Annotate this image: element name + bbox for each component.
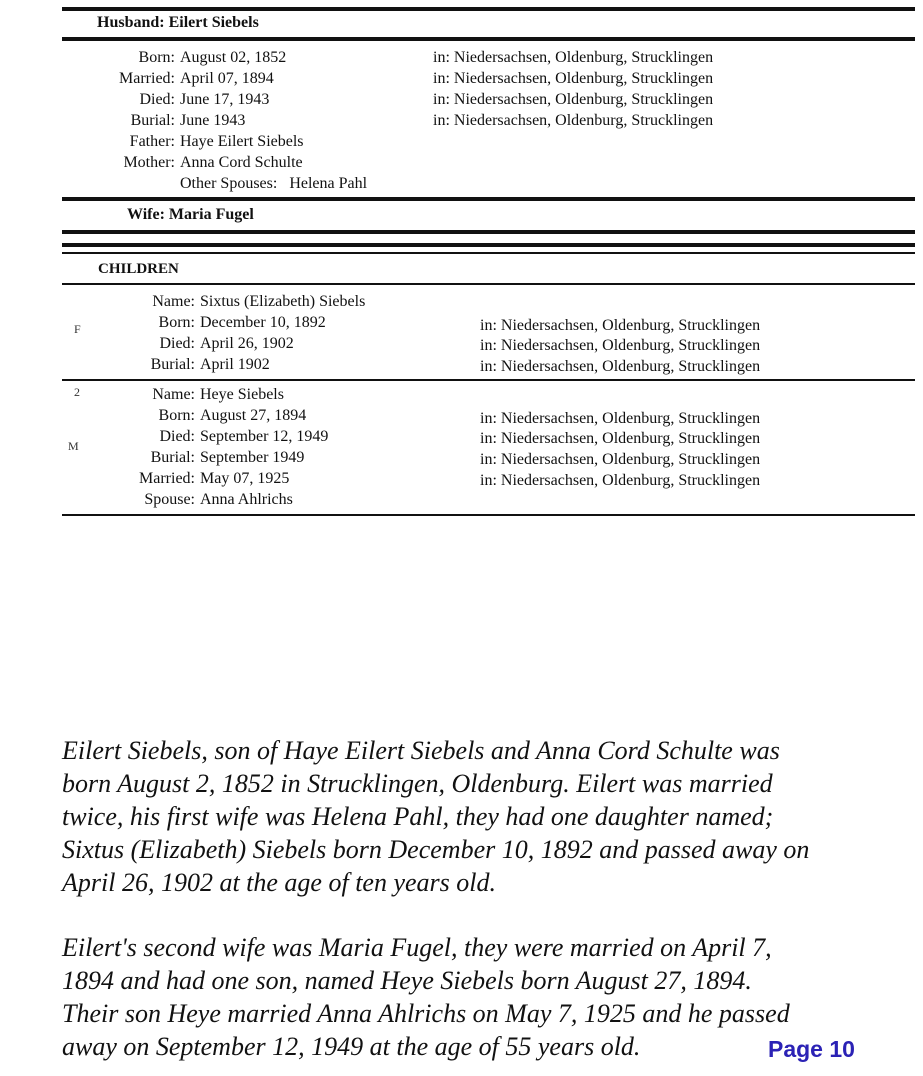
child-2-born: Born: August 27, 1894 [158,407,307,424]
child-2-name: Name: Heye Siebels [152,386,284,403]
children-rule [62,283,915,285]
narrative-line: April 26, 1902 at the age of ten years old. [62,868,497,897]
husband-fact-mother: Mother: Anna Cord Schulte [123,154,303,171]
husband-place-married: in: Niedersachsen, Oldenburg, Strucklingen [433,70,714,87]
child-1-place-born: in: Niedersachsen, Oldenburg, Strucklingen [480,317,761,334]
children-bottom-rule [62,514,915,516]
child-1-place-died: in: Niedersachsen, Oldenburg, Strucklingen [480,337,761,354]
narrative-line: 1894 and had one son, named Heye Siebels born August 27, 1894. [62,966,752,995]
child-2-died: Died: September 12, 1949 [159,428,329,445]
child-1-born: Born: December 10, 1892 [158,314,326,331]
husband-heading: Husband: Eilert Siebels [97,14,259,31]
children-top-rule [62,252,915,254]
husband-place-burial: in: Niedersachsen, Oldenburg, Strucklingen [433,112,714,129]
child-2-place-burial: in: Niedersachsen, Oldenburg, Strucklingen [480,451,761,468]
husband-fact-burial: Burial: June 1943 [130,112,246,129]
child-2-margin-mark: 2 [74,385,80,399]
husband-other-spouses: Other Spouses: Helena Pahl [180,175,368,192]
top-rule [62,7,915,11]
wife-top-rule [62,197,915,201]
husband-place-born: in: Niedersachsen, Oldenburg, Strucklingen [433,49,714,66]
narrative-line: Eilert's second wife was Maria Fugel, they were married on April 7, [62,933,772,962]
narrative-line: Sixtus (Elizabeth) Siebels born December 10, 1892 and passed away on [62,835,810,864]
child-2-spouse: Spouse: Anna Ahlrichs [144,491,293,508]
wife-rule [62,230,915,234]
child-divider [62,379,915,381]
husband-rule [62,37,915,41]
wife-rule-2 [62,243,915,247]
child-1-name: Name: Sixtus (Elizabeth) Siebels [152,293,366,310]
child-2-place-married: in: Niedersachsen, Oldenburg, Strucklingen [480,472,761,489]
child-2-place-born: in: Niedersachsen, Oldenburg, Strucklingen [480,410,761,427]
wife-heading: Wife: Maria Fugel [127,206,254,223]
husband-fact-married: Married: April 07, 1894 [119,70,274,87]
child-1-burial: Burial: April 1902 [150,356,270,373]
narrative-line: away on September 12, 1949 at the age of 55 years old. [62,1032,641,1061]
husband-place-died: in: Niedersachsen, Oldenburg, Strucklingen [433,91,714,108]
child-2-married: Married: May 07, 1925 [139,470,290,487]
husband-fact-died: Died: June 17, 1943 [139,91,270,108]
child-1-margin-mark: F [74,322,81,336]
husband-fact-born: Born: August 02, 1852 [138,49,287,66]
children-heading: CHILDREN [98,261,179,277]
child-1-place-burial: in: Niedersachsen, Oldenburg, Strucklingen [480,358,761,375]
narrative-line: born August 2, 1852 in Strucklingen, Oldenburg. Eilert was married [62,769,773,798]
child-2-burial: Burial: September 1949 [150,449,305,466]
narrative-line: twice, his first wife was Helena Pahl, they had one daughter named; [62,802,774,831]
husband-fact-father: Father: Haye Eilert Siebels [129,133,304,150]
child-1-died: Died: April 26, 1902 [159,335,294,352]
child-2-place-died: in: Niedersachsen, Oldenburg, Strucklingen [480,430,761,447]
child-2-margin-mark-2: M [68,439,79,453]
page-number: Page 10 [768,1036,855,1062]
narrative-line: Their son Heye married Anna Ahlrichs on May 7, 1925 and he passed [62,999,790,1028]
narrative-line: Eilert Siebels, son of Haye Eilert Siebels and Anna Cord Schulte was [62,736,780,765]
